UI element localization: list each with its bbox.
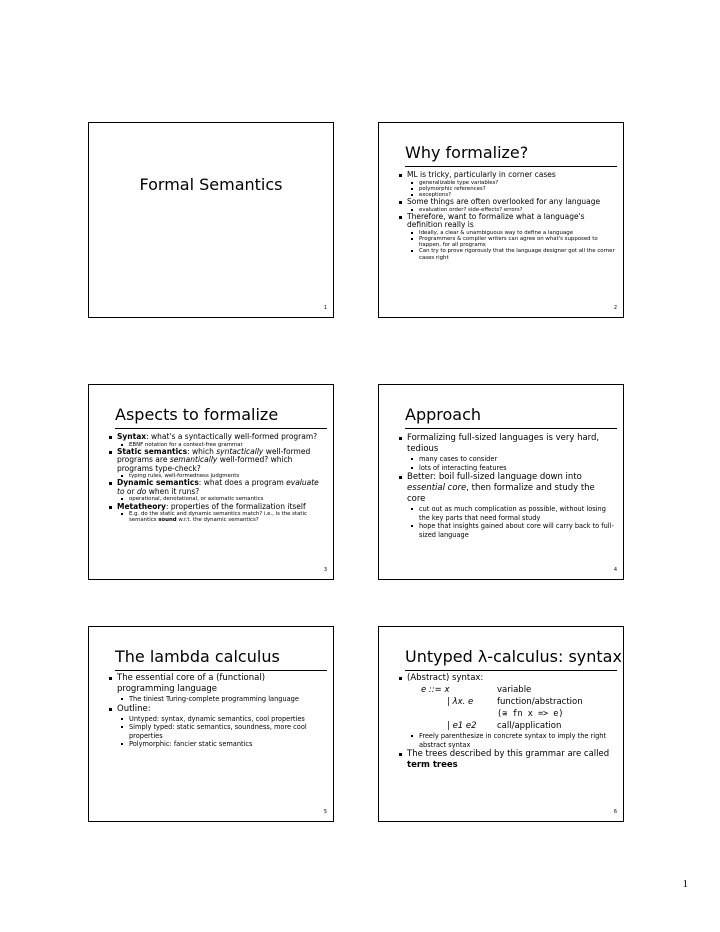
- sub-bullet: cut out as much complication as possible, without losing the key parts that need formal study: [399, 505, 615, 522]
- bullet: Metatheory: properties of the formalization itself: [109, 503, 325, 512]
- bullet: Dynamic semantics: what does a program evaluate to or do when it runs?: [109, 479, 325, 496]
- sub-bullet: hope that insights gained about core will carry back to full-sized language: [399, 522, 615, 539]
- grammar-lhs: e ::= x: [421, 685, 450, 695]
- title-rule: [115, 670, 327, 671]
- slide-body: [109, 673, 325, 749]
- sub-bullet: exceptions?: [399, 192, 615, 198]
- title-rule: [405, 166, 617, 167]
- slide-body: [109, 433, 325, 524]
- bullet: (Abstract) syntax:: [399, 673, 615, 684]
- slide-number: 3: [323, 567, 327, 573]
- sub-bullet: Ideally, a clear & unambiguous way to define a language: [399, 230, 615, 236]
- bullet: Formalizing full-sized languages is very hard, tedious: [399, 433, 615, 455]
- bullet: Outline:: [109, 704, 325, 715]
- slide-number: 6: [613, 809, 617, 815]
- sub-bullet: Simply typed: static semantics, soundness, more cool properties: [109, 723, 325, 740]
- grammar-row: [399, 684, 615, 696]
- slide-2: [378, 122, 624, 318]
- slide-title: Formal Semantics: [139, 175, 283, 194]
- grammar-rhs: function/abstraction: [497, 697, 583, 707]
- slide-3: [88, 384, 334, 580]
- bullet: Better: boil full-sized language down into essential core, then formalize and study the core: [399, 472, 615, 505]
- grammar-row: [399, 708, 615, 720]
- grammar-rhs: call/application: [497, 721, 562, 731]
- bullet: Syntax: what's a syntactically well-formed program?: [109, 433, 325, 442]
- sub-bullet: generalizable type variables?: [399, 180, 615, 186]
- slide-title: Aspects to formalize: [115, 405, 279, 424]
- sub-bullet: evaluation order? side-effects? errors?: [399, 207, 615, 213]
- slide-6: [378, 626, 624, 822]
- bullet: Therefore, want to formalize what a language's definition really is: [399, 213, 615, 230]
- bullet: Some things are often overlooked for any language: [399, 198, 615, 207]
- grammar-rhs: (≅ fn x => e): [497, 709, 564, 719]
- grammar: [399, 684, 615, 732]
- slide-body: [399, 673, 615, 771]
- sub-bullet: typing rules, well-formedness judgments: [109, 473, 325, 479]
- grammar-lhs: | e1 e2: [447, 721, 477, 731]
- sub-bullet: Polymorphic: fancier static semantics: [109, 740, 325, 749]
- title-rule: [405, 670, 617, 671]
- bullet: ML is tricky, particularly in corner cases: [399, 171, 615, 180]
- sub-bullet: Programmers & compiler writers can agree on what's supposed to happen, for all programs: [399, 236, 615, 248]
- sub-bullet: Freely parenthesize in concrete syntax to imply the right abstract syntax: [399, 732, 615, 749]
- sub-bullet: lots of interacting features: [399, 464, 615, 473]
- slide-number: 5: [323, 809, 327, 815]
- slide-5: [88, 626, 334, 822]
- sub-bullet: EBNF notation for a context-free grammar: [109, 442, 325, 448]
- slide-body: [399, 171, 615, 261]
- slide-number: 2: [613, 305, 617, 311]
- slide-body: [399, 433, 615, 539]
- sub-bullet: Untyped: syntax, dynamic semantics, cool properties: [109, 715, 325, 724]
- bullet: The essential core of a (functional) programming language: [109, 673, 325, 695]
- grammar-lhs: | λx. e: [447, 697, 474, 707]
- slide-number: 1: [323, 305, 327, 311]
- grammar-rhs: variable: [497, 685, 532, 695]
- slide-title: Why formalize?: [405, 143, 529, 162]
- slide-1: [88, 122, 334, 318]
- sub-bullet: many cases to consider: [399, 455, 615, 464]
- sub-bullet: The tiniest Turing-complete programming language: [109, 695, 325, 704]
- slide-title: Approach: [405, 405, 482, 424]
- bullet: The trees described by this grammar are called term trees: [399, 749, 615, 771]
- page-number: 1: [682, 878, 688, 890]
- title-rule: [405, 428, 617, 429]
- title-rule: [115, 428, 327, 429]
- grammar-row: [399, 696, 615, 708]
- slide-4: [378, 384, 624, 580]
- grammar-row: [399, 720, 615, 732]
- sub-bullet: E.g. do the static and dynamic semantics match? i.e., is the static semantics sound w.r.t. the dynamic semantics?: [109, 511, 325, 523]
- sub-bullet: polymorphic references?: [399, 186, 615, 192]
- slide-title: Untyped λ-calculus: syntax: [405, 647, 622, 666]
- slide-number: 4: [613, 567, 617, 573]
- sub-bullet: operational, denotational, or axiomatic semantics: [109, 496, 325, 502]
- bullet: Static semantics: which syntactically well-formed programs are semantically well-formed? which programs type-check?: [109, 448, 325, 474]
- sub-bullet: Can try to prove rigorously that the language designer got all the corner cases right: [399, 248, 615, 260]
- slide-title: The lambda calculus: [115, 647, 280, 666]
